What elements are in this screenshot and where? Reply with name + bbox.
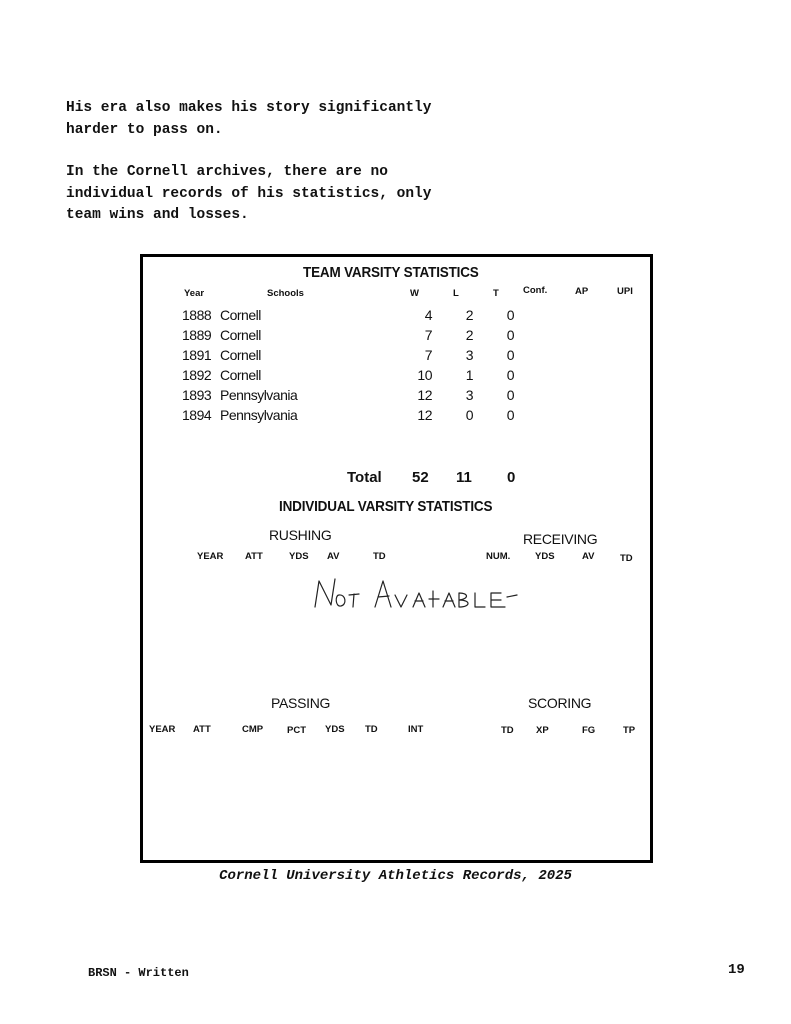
rushing-col-td: TD xyxy=(373,551,386,562)
row-l: 1 xyxy=(465,367,473,383)
col-header-t: T xyxy=(493,288,499,299)
passing-title: PASSING xyxy=(271,695,331,711)
receiving-col-td: TD xyxy=(620,553,633,564)
col-header-upi: UPI xyxy=(617,286,633,297)
passing-col-cmp: CMP xyxy=(242,724,264,735)
page-number: 19 xyxy=(728,962,745,978)
receiving-title: RECEIVING xyxy=(523,531,598,547)
paragraph-era: His era also makes his story significantly harder to pass on. xyxy=(66,100,432,138)
row-school: Cornell xyxy=(220,327,261,343)
scoring-title: SCORING xyxy=(528,695,592,711)
rushing-col-av: AV xyxy=(327,551,340,562)
row-w: 10 xyxy=(417,367,432,383)
row-w: 12 xyxy=(417,407,432,423)
rushing-col-yds: YDS xyxy=(289,551,309,562)
row-year: 1888 xyxy=(182,307,212,323)
row-t: 0 xyxy=(506,387,514,403)
row-school: Cornell xyxy=(220,347,261,363)
scoring-col-xp: XP xyxy=(536,725,549,736)
row-l: 0 xyxy=(465,407,473,423)
col-header-w: W xyxy=(410,288,419,299)
individual-stats-title: INDIVIDUAL VARSITY STATISTICS xyxy=(279,498,493,515)
row-t: 0 xyxy=(506,367,514,383)
rushing-col-year: YEAR xyxy=(197,551,224,562)
total-l: 11 xyxy=(456,469,472,486)
row-t: 0 xyxy=(506,407,514,423)
row-year: 1889 xyxy=(182,327,212,343)
row-l: 2 xyxy=(465,307,473,323)
row-school: Pennsylvania xyxy=(220,407,298,423)
row-l: 2 xyxy=(465,327,473,343)
row-l: 3 xyxy=(465,387,473,403)
record-card-image xyxy=(140,254,653,863)
row-t: 0 xyxy=(506,307,514,323)
row-school: Cornell xyxy=(220,307,261,323)
paragraph-archives: In the Cornell archives, there are no individual records of his statistics, only team wins and losses. xyxy=(66,164,432,223)
passing-col-yds: YDS xyxy=(325,724,345,735)
passing-col-td: TD xyxy=(365,724,378,735)
col-header-schools: Schools xyxy=(267,288,304,299)
row-t: 0 xyxy=(506,327,514,343)
row-year: 1892 xyxy=(182,367,212,383)
passing-col-pct: PCT xyxy=(287,725,306,736)
rushing-title: RUSHING xyxy=(269,527,332,543)
footer-label: BRSN - Written xyxy=(88,966,189,980)
row-w: 12 xyxy=(417,387,432,403)
image-caption: Cornell University Athletics Records, 2025 xyxy=(219,868,572,884)
scoring-col-tp: TP xyxy=(623,725,636,736)
total-t: 0 xyxy=(507,469,516,486)
row-w: 7 xyxy=(424,347,432,363)
total-w: 52 xyxy=(412,469,429,486)
row-year: 1894 xyxy=(182,407,212,423)
col-header-year: Year xyxy=(184,288,205,299)
row-school: Pennsylvania xyxy=(220,387,298,403)
passing-col-year: YEAR xyxy=(149,724,176,735)
team-stats-title: TEAM VARSITY STATISTICS xyxy=(303,264,479,281)
row-l: 3 xyxy=(465,347,473,363)
col-header-conf: Conf. xyxy=(523,285,548,296)
scoring-col-td: TD xyxy=(501,725,514,736)
row-t: 0 xyxy=(506,347,514,363)
passing-col-att: ATT xyxy=(193,724,211,735)
passing-col-int: INT xyxy=(408,724,424,735)
col-header-l: L xyxy=(453,288,459,299)
row-year: 1891 xyxy=(182,347,212,363)
receiving-col-av: AV xyxy=(582,551,595,562)
handwritten-not-available xyxy=(311,575,521,611)
col-header-ap: AP xyxy=(575,286,589,297)
receiving-col-num: NUM. xyxy=(486,551,511,562)
total-label: Total xyxy=(347,469,382,486)
rushing-col-att: ATT xyxy=(245,551,263,562)
scoring-col-fg: FG xyxy=(582,725,596,736)
row-year: 1893 xyxy=(182,387,212,403)
row-w: 4 xyxy=(424,307,432,323)
row-w: 7 xyxy=(424,327,432,343)
receiving-col-yds: YDS xyxy=(535,551,555,562)
row-school: Cornell xyxy=(220,367,261,383)
